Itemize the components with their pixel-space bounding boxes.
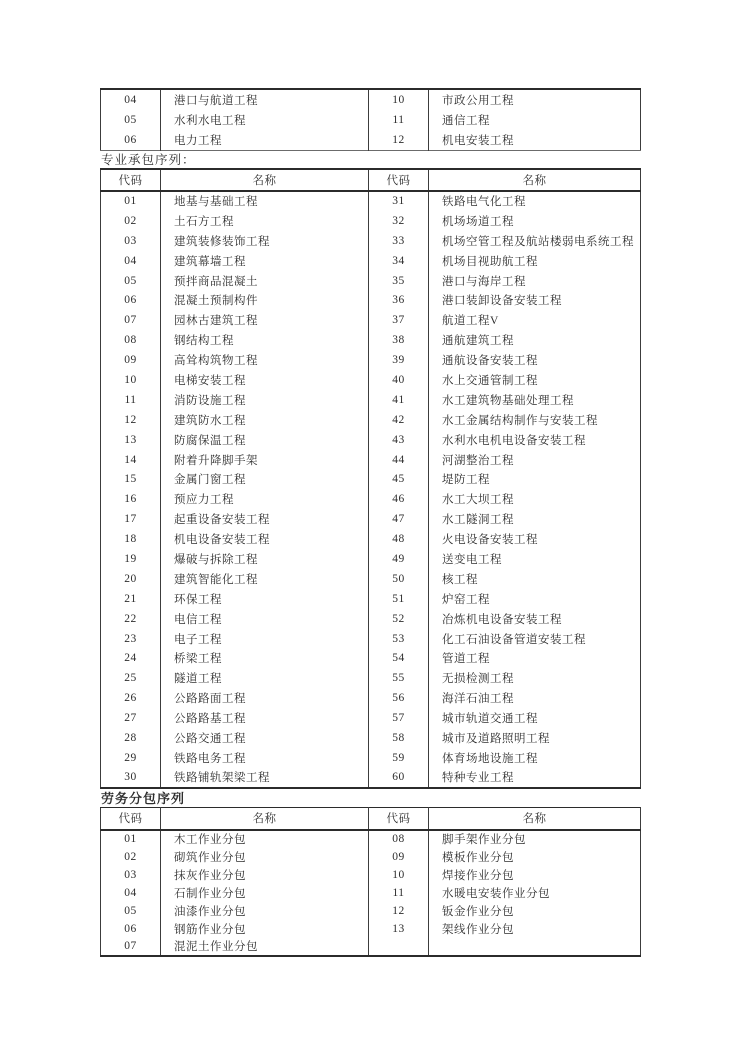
name-cell: 港口与航道工程	[161, 89, 369, 110]
name-cell: 消防设施工程	[161, 390, 369, 410]
code-cell: 07	[124, 314, 137, 327]
name-cell: 管道工程	[429, 648, 641, 668]
code-cell: 21	[124, 592, 137, 605]
code-cell: 23	[124, 632, 137, 645]
code-cell: 60	[369, 768, 429, 788]
name-cell: 金属门窗工程	[161, 469, 369, 489]
code-cell: 14	[124, 453, 137, 466]
name-cell: 水工隧洞工程	[429, 509, 641, 529]
table-row	[101, 668, 641, 688]
table-row	[101, 728, 641, 748]
code-cell: 08	[124, 334, 137, 347]
table-row	[101, 848, 641, 866]
name-cell: 隧道工程	[161, 668, 369, 688]
name-cell: 油漆作业分包	[161, 902, 369, 920]
labor-subcontracting-title: 劳务分包序列	[101, 791, 186, 806]
name-cell: 石制作业分包	[161, 884, 369, 902]
code-cell: 12	[124, 413, 137, 426]
code-cell: 53	[369, 629, 429, 649]
name-cell: 化工石油设备管道安装工程	[429, 629, 641, 649]
code-cell: 01	[124, 195, 137, 208]
code-cell: 56	[369, 688, 429, 708]
table-row	[101, 938, 641, 956]
name-cell: 混凝土预制构件	[161, 290, 369, 310]
code-cell: 13	[124, 433, 137, 446]
name-cell: 建筑幕墙工程	[161, 251, 369, 271]
name-cell: 模板作业分包	[429, 848, 641, 866]
code-cell: 26	[124, 692, 137, 705]
code-cell: 33	[369, 231, 429, 251]
table-row	[101, 130, 641, 151]
header-row	[101, 808, 641, 830]
table-row	[101, 110, 641, 130]
name-cell: 体育场地设施工程	[429, 748, 641, 768]
name-cell: 木工作业分包	[161, 830, 369, 848]
labor-subcontracting-header	[101, 808, 641, 830]
name-cell: 铁路电气化工程	[429, 191, 641, 211]
name-cell: 附着升降脚手架	[161, 450, 369, 470]
code-cell: 45	[369, 469, 429, 489]
table-row	[101, 629, 641, 649]
table-row	[101, 920, 641, 938]
code-cell: 32	[369, 211, 429, 231]
code-cell: 47	[369, 509, 429, 529]
code-cell: 04	[124, 254, 137, 267]
table-row	[101, 330, 641, 350]
name-cell: 钢结构工程	[161, 330, 369, 350]
code-cell: 01	[124, 833, 137, 845]
table-row	[101, 310, 641, 330]
code-cell: 34	[369, 251, 429, 271]
code-cell: 11	[369, 884, 429, 902]
name-cell: 机场场道工程	[429, 211, 641, 231]
table-row	[101, 866, 641, 884]
code-cell: 49	[369, 549, 429, 569]
column-header-name: 名称	[429, 808, 641, 830]
column-header-name: 名称	[161, 169, 369, 191]
name-cell: 水暖电安装作业分包	[429, 884, 641, 902]
name-cell: 电子工程	[161, 629, 369, 649]
name-cell: 公路路基工程	[161, 708, 369, 728]
code-cell: 03	[124, 234, 137, 247]
name-cell: 架线作业分包	[429, 920, 641, 938]
code-cell: 27	[124, 712, 137, 725]
name-cell: 水利水电工程	[161, 110, 369, 130]
column-header-code: 代码	[369, 169, 429, 191]
name-cell: 水利水电机电设备安装工程	[429, 430, 641, 450]
code-cell: 11	[124, 393, 137, 406]
labor-subcontracting-table	[100, 807, 641, 957]
code-cell: 48	[369, 529, 429, 549]
code-cell: 06	[124, 922, 137, 935]
name-cell: 电力工程	[161, 130, 369, 151]
name-cell: 防腐保温工程	[161, 430, 369, 450]
table-row	[101, 290, 641, 310]
name-cell: 公路路面工程	[161, 688, 369, 708]
name-cell: 建筑装修装饰工程	[161, 231, 369, 251]
code-cell: 54	[369, 648, 429, 668]
code-cell: 02	[124, 214, 137, 227]
name-cell: 通航设备安装工程	[429, 350, 641, 370]
column-header-name: 名称	[161, 808, 369, 830]
name-cell: 砌筑作业分包	[161, 848, 369, 866]
table-row	[101, 350, 641, 370]
name-cell: 港口与海岸工程	[429, 271, 641, 291]
code-cell: 58	[369, 728, 429, 748]
code-cell: 55	[369, 668, 429, 688]
specialized-contracting-title: 专业承包序列：	[101, 153, 196, 167]
column-header-name: 名称	[429, 169, 641, 191]
code-cell: 06	[124, 294, 137, 307]
name-cell: 电梯安装工程	[161, 370, 369, 390]
name-cell: 地基与基础工程	[161, 191, 369, 211]
name-cell: 铁路电务工程	[161, 748, 369, 768]
header-row	[101, 169, 641, 191]
code-cell: 15	[124, 473, 137, 486]
table-row	[101, 902, 641, 920]
code-cell: 17	[124, 513, 137, 526]
code-cell: 22	[124, 612, 137, 625]
code-cell: 37	[369, 310, 429, 330]
name-cell: 预应力工程	[161, 489, 369, 509]
table-row	[101, 609, 641, 629]
name-cell: 城市及道路照明工程	[429, 728, 641, 748]
code-cell: 12	[369, 902, 429, 920]
table-row	[101, 410, 641, 430]
code-cell: 04	[124, 94, 137, 106]
specialized-contracting-header	[101, 169, 641, 191]
name-cell: 混泥土作业分包	[161, 938, 369, 956]
code-cell: 30	[124, 771, 137, 784]
table-row	[101, 884, 641, 902]
name-cell: 抹灰作业分包	[161, 866, 369, 884]
table-row	[101, 529, 641, 549]
general-contracting-table	[100, 88, 641, 151]
code-cell: 04	[124, 886, 137, 899]
code-cell: 51	[369, 589, 429, 609]
name-cell: 起重设备安装工程	[161, 509, 369, 529]
name-cell: 无损检测工程	[429, 668, 641, 688]
code-cell: 06	[124, 134, 137, 146]
name-cell: 炉窑工程	[429, 589, 641, 609]
code-cell: 42	[369, 410, 429, 430]
name-cell: 堤防工程	[429, 469, 641, 489]
name-cell: 钢筋作业分包	[161, 920, 369, 938]
code-cell: 57	[369, 708, 429, 728]
table-row	[101, 748, 641, 768]
code-cell: 43	[369, 430, 429, 450]
code-cell: 10	[369, 89, 429, 110]
name-cell: 预拌商品混凝土	[161, 271, 369, 291]
code-cell: 19	[124, 552, 137, 565]
name-cell: 火电设备安装工程	[429, 529, 641, 549]
code-cell: 16	[124, 493, 137, 506]
name-cell: 航道工程V	[429, 310, 641, 330]
table-row	[101, 211, 641, 231]
table-row	[101, 708, 641, 728]
name-cell: 环保工程	[161, 589, 369, 609]
name-cell: 建筑智能化工程	[161, 569, 369, 589]
name-cell: 水工大坝工程	[429, 489, 641, 509]
code-cell: 25	[124, 672, 137, 685]
code-cell: 41	[369, 390, 429, 410]
labor-subcontracting-rows	[101, 830, 641, 956]
code-cell: 59	[369, 748, 429, 768]
code-cell: 05	[124, 274, 137, 287]
name-cell: 焊接作业分包	[429, 866, 641, 884]
name-cell: 送变电工程	[429, 549, 641, 569]
table-row	[101, 489, 641, 509]
code-cell: 40	[369, 370, 429, 390]
table-row	[101, 549, 641, 569]
code-cell: 52	[369, 609, 429, 629]
name-cell: 核工程	[429, 569, 641, 589]
table-row	[101, 469, 641, 489]
code-cell: 44	[369, 450, 429, 470]
name-cell: 市政公用工程	[429, 89, 641, 110]
code-cell	[369, 938, 429, 956]
code-cell: 07	[124, 940, 137, 952]
name-cell: 高耸构筑物工程	[161, 350, 369, 370]
name-cell	[429, 938, 641, 956]
code-cell: 20	[124, 572, 137, 585]
code-cell: 09	[124, 354, 137, 367]
column-header-code: 代码	[369, 808, 429, 830]
column-header-code: 代码	[118, 175, 143, 187]
name-cell: 建筑防水工程	[161, 410, 369, 430]
code-cell: 05	[124, 114, 137, 126]
name-cell: 水上交通管制工程	[429, 370, 641, 390]
name-cell: 城市轨道交通工程	[429, 708, 641, 728]
name-cell: 机场空管工程及航站楼弱电系统工程	[429, 231, 641, 251]
name-cell: 海洋石油工程	[429, 688, 641, 708]
name-cell: 土石方工程	[161, 211, 369, 231]
table-row	[101, 830, 641, 848]
table-row	[101, 509, 641, 529]
table-row	[101, 430, 641, 450]
code-cell: 08	[369, 830, 429, 848]
code-cell: 29	[124, 751, 137, 764]
code-cell: 02	[124, 850, 137, 863]
name-cell: 机场目视助航工程	[429, 251, 641, 271]
name-cell: 特种专业工程	[429, 768, 641, 788]
table-row	[101, 271, 641, 291]
name-cell: 通航建筑工程	[429, 330, 641, 350]
name-cell: 爆破与拆除工程	[161, 549, 369, 569]
name-cell: 通信工程	[429, 110, 641, 130]
table-row	[101, 589, 641, 609]
code-cell: 50	[369, 569, 429, 589]
name-cell: 冶炼机电设备安装工程	[429, 609, 641, 629]
code-cell: 10	[124, 373, 137, 386]
code-cell: 10	[369, 866, 429, 884]
code-cell: 05	[124, 904, 137, 917]
table-row	[101, 191, 641, 211]
name-cell: 港口装卸设备安装工程	[429, 290, 641, 310]
name-cell: 电信工程	[161, 609, 369, 629]
name-cell: 钣金作业分包	[429, 902, 641, 920]
table-row	[101, 231, 641, 251]
table-row	[101, 569, 641, 589]
name-cell: 机电设备安装工程	[161, 529, 369, 549]
table-row	[101, 370, 641, 390]
code-cell: 38	[369, 330, 429, 350]
name-cell: 机电安装工程	[429, 130, 641, 151]
specialized-contracting-table	[100, 168, 641, 789]
code-cell: 36	[369, 290, 429, 310]
code-cell: 13	[369, 920, 429, 938]
name-cell: 水工金属结构制作与安装工程	[429, 410, 641, 430]
code-cell: 31	[369, 191, 429, 211]
general-contracting-rows	[101, 89, 641, 151]
name-cell: 铁路铺轨架梁工程	[161, 768, 369, 788]
name-cell: 园林古建筑工程	[161, 310, 369, 330]
table-row	[101, 648, 641, 668]
table-row	[101, 768, 641, 788]
name-cell: 脚手架作业分包	[429, 830, 641, 848]
code-cell: 46	[369, 489, 429, 509]
name-cell: 水工建筑物基础处理工程	[429, 390, 641, 410]
name-cell: 公路交通工程	[161, 728, 369, 748]
table-row	[101, 89, 641, 110]
name-cell: 桥梁工程	[161, 648, 369, 668]
table-row	[101, 390, 641, 410]
table-row	[101, 251, 641, 271]
code-cell: 03	[124, 868, 137, 881]
code-cell: 24	[124, 652, 137, 665]
code-cell: 09	[369, 848, 429, 866]
code-cell: 11	[369, 110, 429, 130]
code-cell: 39	[369, 350, 429, 370]
specialized-contracting-rows	[101, 191, 641, 788]
table-row	[101, 450, 641, 470]
table-row	[101, 688, 641, 708]
code-cell: 12	[369, 130, 429, 151]
name-cell: 河湖整治工程	[429, 450, 641, 470]
code-cell: 18	[124, 533, 137, 546]
code-cell: 28	[124, 731, 137, 744]
code-cell: 35	[369, 271, 429, 291]
column-header-code: 代码	[118, 813, 143, 826]
